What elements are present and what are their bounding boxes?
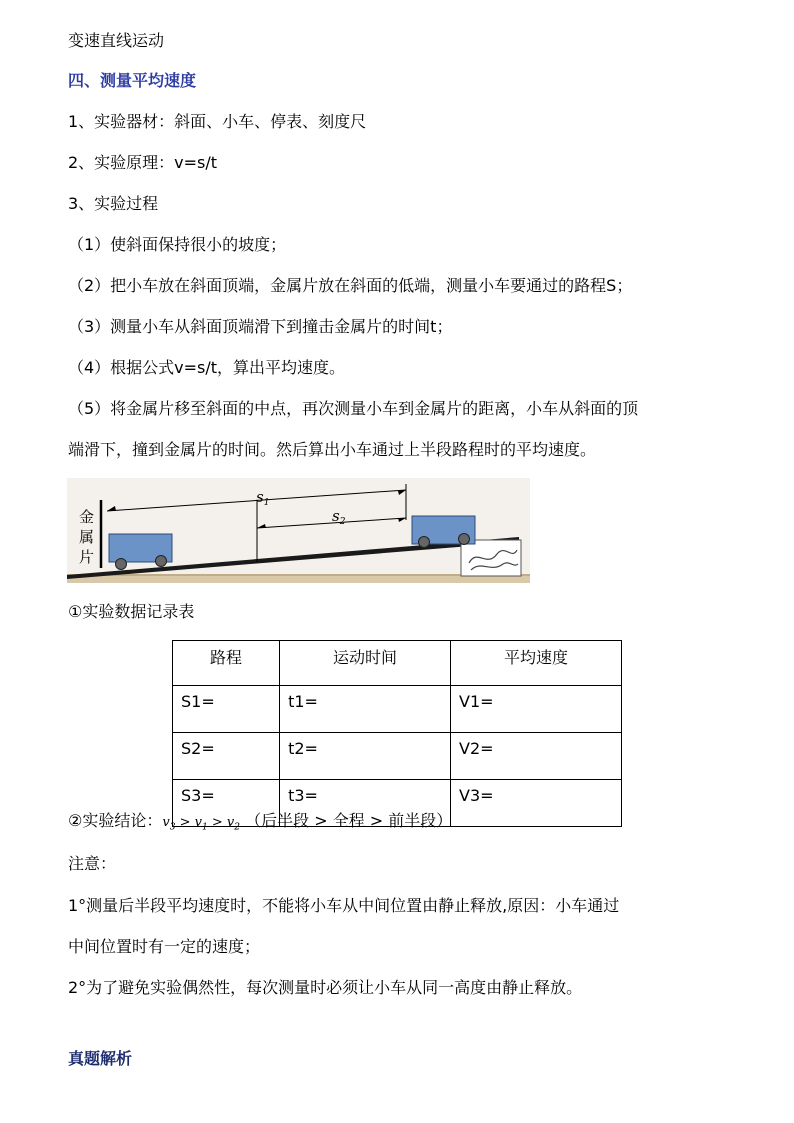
- table-title: ①实验数据记录表: [68, 602, 195, 621]
- step-5-line-2: 端滑下，撞到金属片的时间。然后算出小车通过上半段路程时的平均速度。: [68, 440, 597, 459]
- subsection-title: 四、测量平均速度: [68, 71, 197, 90]
- step-3: （3）测量小车从斜面顶端滑下到撞击金属片的时间t；: [68, 317, 453, 336]
- table-row: [173, 733, 622, 780]
- header-time: 运动时间: [280, 641, 451, 686]
- table-cell: S2=: [173, 733, 280, 780]
- principle-line: 2、实验原理：v=s/t: [68, 153, 218, 172]
- process-title: 3、实验过程: [68, 194, 159, 213]
- support-block: [461, 540, 521, 576]
- cart-top: [412, 516, 475, 548]
- footer-heading: 真题解析: [68, 1049, 133, 1068]
- incline-diagram: [67, 478, 530, 583]
- table-cell: t3=: [280, 780, 451, 827]
- note-1-line-1: 1°测量后半段平均速度时，不能将小车从中间位置由静止释放,原因：小车通过: [68, 896, 620, 915]
- table-cell: S3=: [173, 780, 280, 827]
- table-cell: V1=: [451, 686, 622, 733]
- step-4: （4）根据公式v=s/t，算出平均速度。: [68, 358, 346, 377]
- table-cell: V3=: [451, 780, 622, 827]
- conclusion-prefix: ②实验结论：: [68, 811, 163, 830]
- table-cell: t1=: [280, 686, 451, 733]
- metal-plate-label-2: 属: [79, 528, 95, 546]
- note-1-line-2: 中间位置时有一定的速度；: [68, 937, 261, 956]
- header-speed: 平均速度: [451, 641, 622, 686]
- step-1: （1）使斜面保持很小的坡度；: [68, 235, 287, 254]
- table-row: [173, 686, 622, 733]
- table-cell: t2=: [280, 733, 451, 780]
- step-2: （2）把小车放在斜面顶端，金属片放在斜面的低端，测量小车要通过的路程S；: [68, 276, 633, 295]
- step-5-line-1: （5）将金属片移至斜面的中点，再次测量小车到金属片的距离，小车从斜面的顶: [68, 399, 639, 418]
- conclusion-formula: $v_3 > v_1 > v_2$: [162, 815, 241, 833]
- conclusion-line: [68, 810, 452, 839]
- table-header-row: [173, 641, 622, 686]
- section-title: 变速直线运动: [68, 31, 165, 50]
- metal-plate-label-3: 片: [79, 548, 95, 566]
- notes-title: 注意：: [68, 854, 117, 873]
- s1-label: $s_1$: [256, 488, 270, 508]
- metal-plate-label-1: 金: [79, 508, 95, 526]
- header-distance: 路程: [173, 641, 280, 686]
- conclusion-suffix: （后半段 > 全程 > 前半段）: [245, 811, 453, 830]
- data-table: [172, 640, 622, 827]
- note-2: 2°为了避免实验偶然性，每次测量时必须让小车从同一高度由静止释放。: [68, 978, 583, 997]
- table-cell: V2=: [451, 733, 622, 780]
- equipment-line: 1、实验器材：斜面、小车、停表、刻度尺: [68, 112, 367, 131]
- table-cell: S1=: [173, 686, 280, 733]
- s2-label: $s_2$: [332, 507, 346, 527]
